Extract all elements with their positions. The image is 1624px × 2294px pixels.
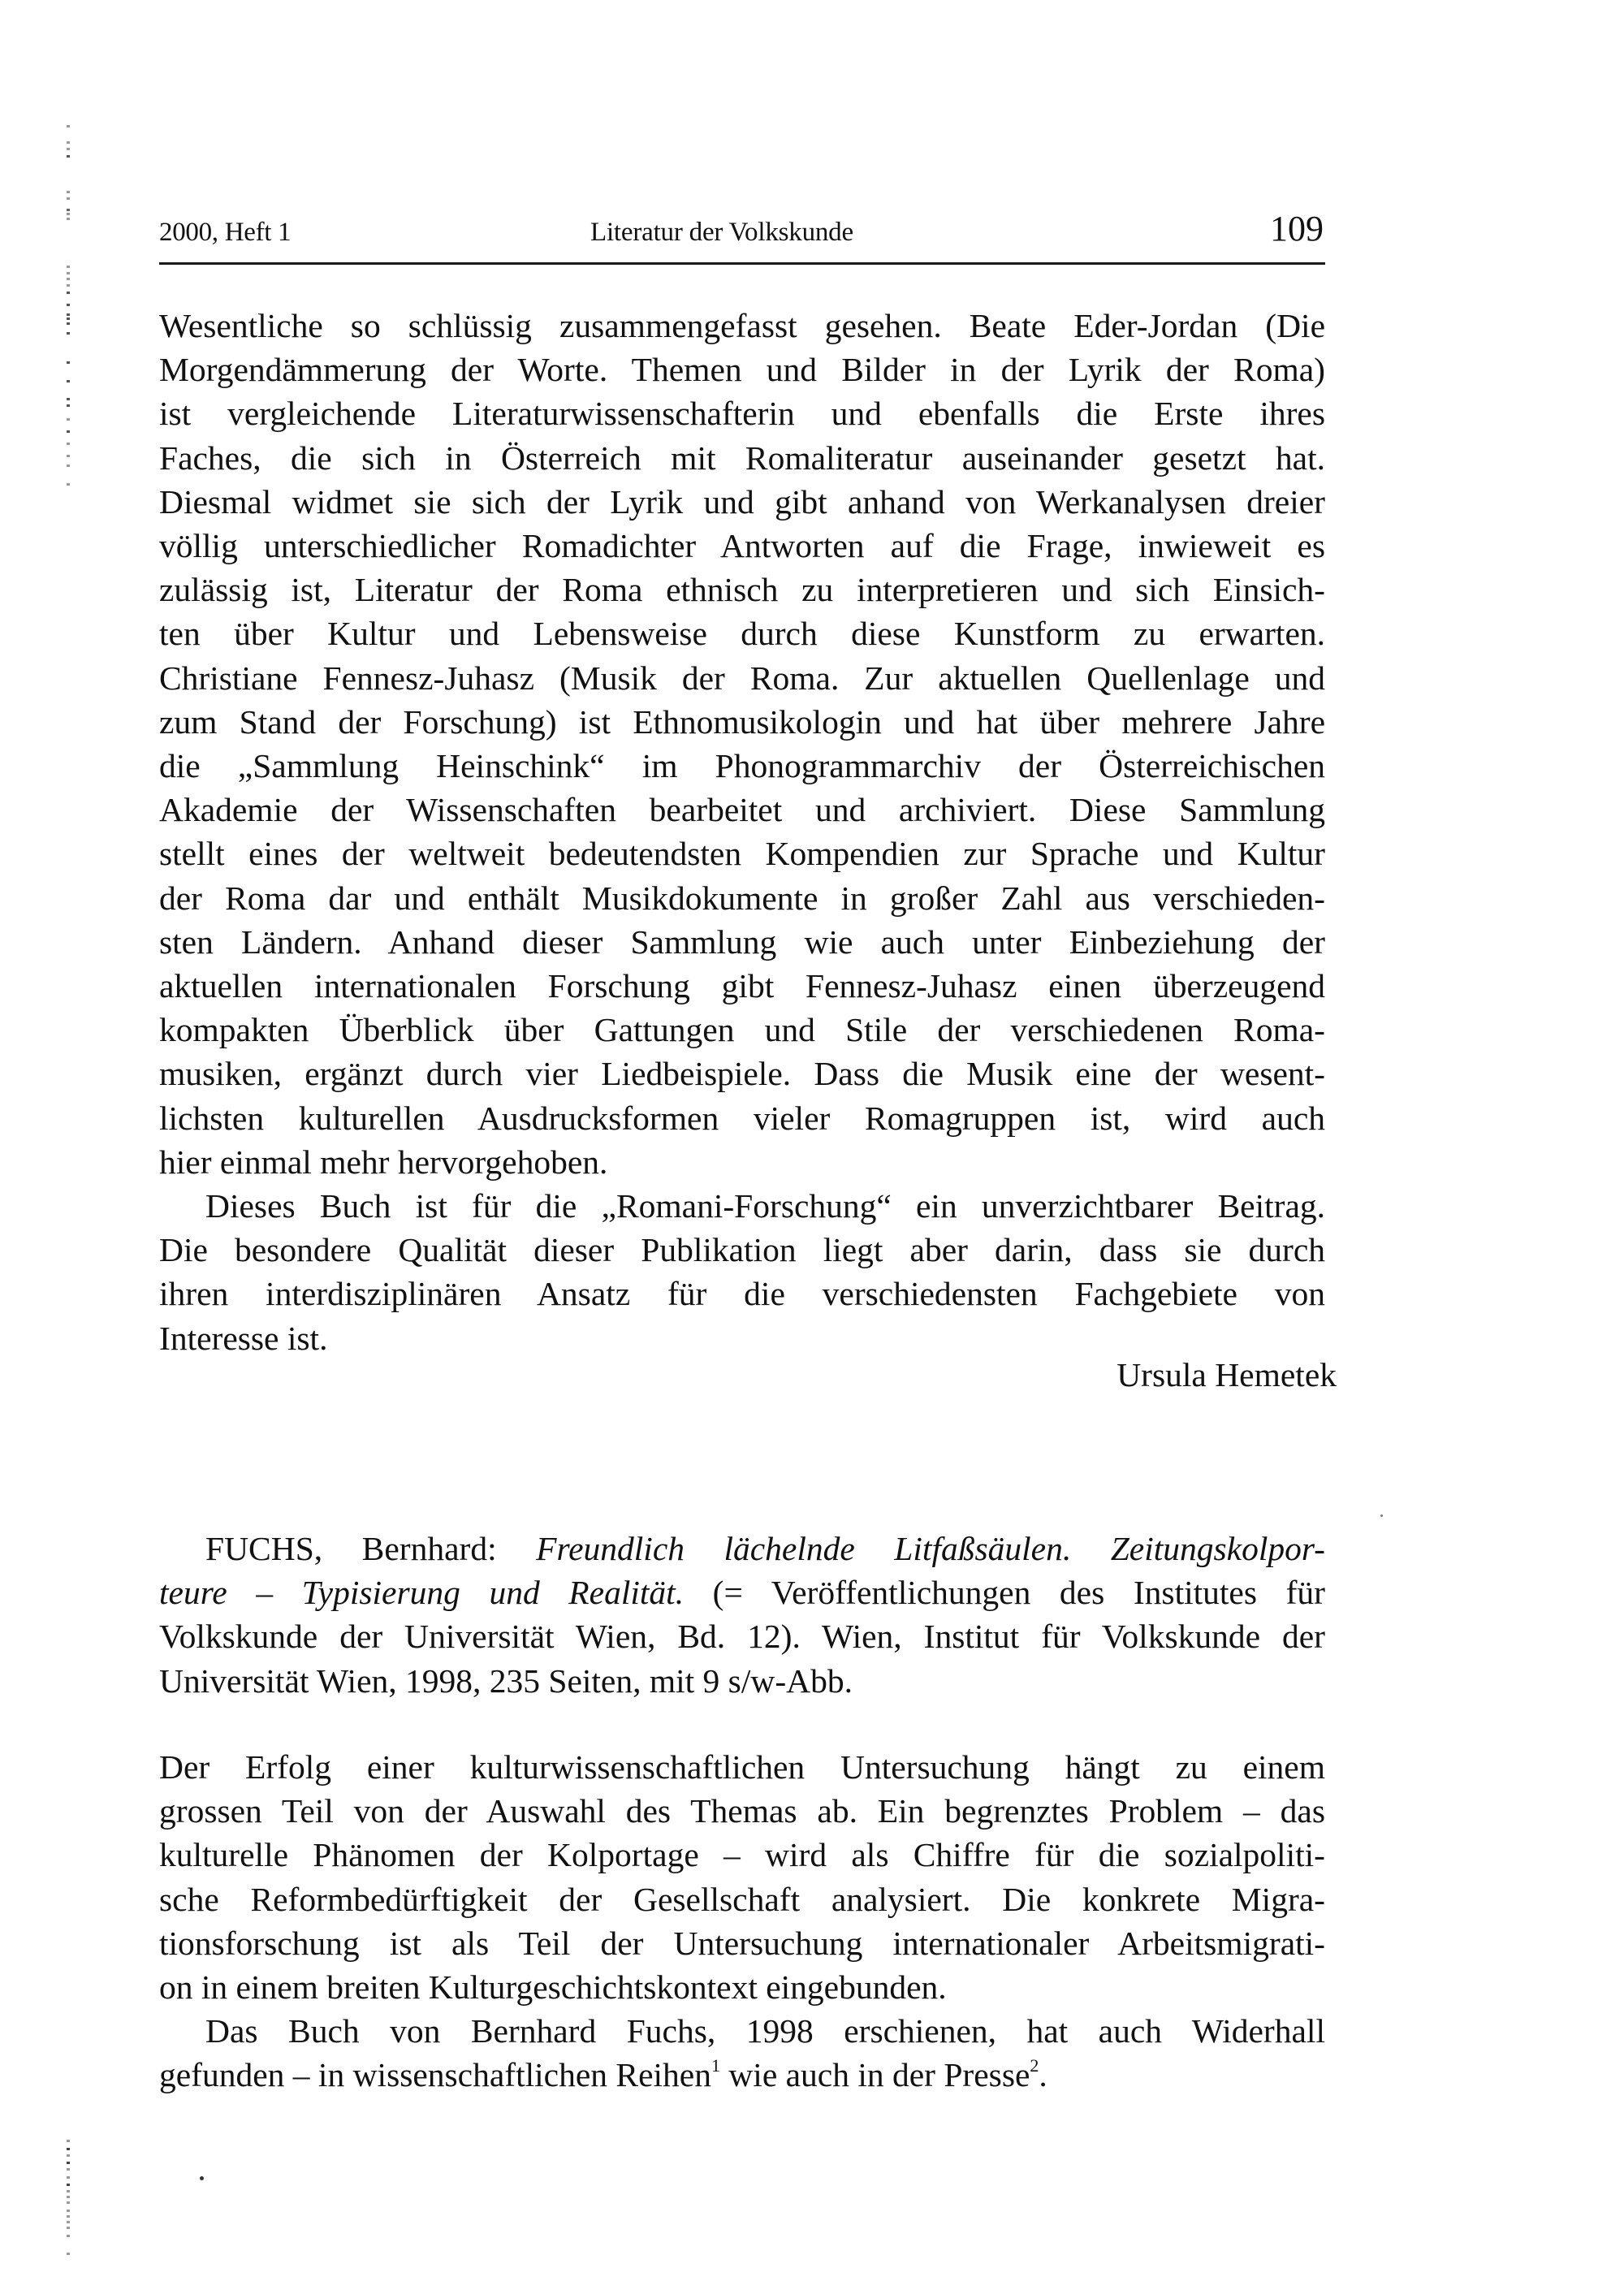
text-line: völlig unterschiedlicher Romadichter Antworten auf die Frage, inwieweit es <box>159 527 1325 565</box>
text-line: kompakten Überblick über Gattungen und Stile der verschiedenen Roma- <box>159 1011 1325 1049</box>
review-1-paragraph-1 <box>159 304 1325 1184</box>
text-line: Diesmal widmet sie sich der Lyrik und gibt anhand von Werkanalysen dreier <box>159 482 1325 521</box>
text-line: musiken, ergänzt durch vier Liedbeispiele. Dass die Musik eine der wesent- <box>159 1055 1325 1093</box>
text-line: Dieses Buch ist für die „Romani-Forschung“ ein unverzichtbarer Beitrag. <box>205 1187 1325 1225</box>
text-line: zum Stand der Forschung) ist Ethnomusikologin und hat über mehrere Jahre <box>159 702 1325 741</box>
citation-title: Freundlich lächelnde Litfaßsäulen. Zeitungskolpor- <box>536 1530 1326 1567</box>
text-line: Faches, die sich in Österreich mit Romaliteratur auseinander gesetzt hat. <box>159 438 1325 477</box>
footnote-ref-1[interactable]: 1 <box>710 2055 720 2076</box>
running-header <box>159 210 1325 248</box>
citation-line <box>159 1527 1325 1570</box>
text-line: Der Erfolg einer kulturwissenschaftlichen Untersuchung hängt zu einem <box>159 1748 1325 1786</box>
text-line: sten Ländern. Anhand dieser Sammlung wie auch unter Einbeziehung der <box>159 922 1325 961</box>
text-line: aktuellen internationalen Forschung gibt Fennesz-Juhasz einen überzeugend <box>159 967 1325 1005</box>
text-line: Christiane Fennesz-Juhasz (Musik der Roma. Zur aktuellen Quellenlage und <box>159 659 1325 697</box>
text-line: sche Reformbedürftigkeit der Gesellschaft analysiert. Die konkrete Migra- <box>159 1880 1325 1918</box>
citation-line: Volkskunde der Universität Wien, Bd. 12). Wien, Institut für Volkskunde der <box>159 1618 1325 1656</box>
review-2-body <box>159 1745 1325 2097</box>
text-line: Die besondere Qualität dieser Publikation liegt aber darin, dass sie durch <box>159 1231 1325 1269</box>
text-line: Interesse ist. <box>159 1319 328 1357</box>
text-line: Akademie der Wissenschaften bearbeitet und archiviert. Diese Sammlung <box>159 791 1325 829</box>
text-line: zulässig ist, Literatur der Roma ethnisch zu interpretieren und sich Einsich- <box>159 571 1325 609</box>
scan-speck <box>200 2176 204 2180</box>
citation-line: Universität Wien, 1998, 235 Seiten, mit 9 s/w-Abb. <box>159 1661 853 1700</box>
citation-subtitle: teure – Typisierung und Realität. <box>159 1574 685 1612</box>
text-line: die „Sammlung Heinschink“ im Phonogrammarchiv der Österreichischen <box>159 747 1325 785</box>
text-line: ihren interdisziplinären Ansatz für die verschiedensten Fachgebiete von <box>159 1275 1325 1313</box>
text-line: Das Buch von Bernhard Fuchs, 1998 erschienen, hat auch Widerhall <box>205 2012 1325 2050</box>
review-1-body <box>159 304 1325 1360</box>
review-2-citation <box>159 1527 1325 1703</box>
issue-label: 2000, Heft 1 <box>159 218 292 247</box>
text-line: hier einmal mehr hervorgehoben. <box>159 1143 608 1181</box>
text-line: lichsten kulturellen Ausdrucksformen vieler Romagruppen ist, wird auch <box>159 1099 1325 1137</box>
text-line: der Roma dar und enthält Musikdokumente in großer Zahl aus verschieden- <box>159 879 1325 917</box>
citation-series: (= Veröffentlichungen des Institutes für <box>712 1574 1325 1612</box>
text-line: ist vergleichende Literaturwissenschafterin und ebenfalls die Erste ihres <box>159 395 1325 433</box>
review-2-paragraph-2 <box>159 2009 1325 2097</box>
header-rule <box>159 262 1325 265</box>
text-line: tionsforschung ist als Teil der Untersuchung internationaler Arbeitsmigrati- <box>159 1924 1325 1962</box>
text-line: Morgendämmerung der Worte. Themen und Bilder in der Lyrik der Roma) <box>159 351 1325 389</box>
text-fragment: . <box>1039 2056 1047 2094</box>
scan-speck <box>1380 1514 1383 1517</box>
text-line: kulturelle Phänomen der Kolportage – wird als Chiffre für die sozialpoliti- <box>159 1836 1325 1874</box>
footnote-ref-2[interactable]: 2 <box>1030 2055 1039 2076</box>
text-line: Wesentliche so schlüssig zusammengefasst gesehen. Beate Eder-Jordan (Die <box>159 307 1325 344</box>
citation-author: FUCHS, Bernhard: <box>205 1530 497 1567</box>
reviewer-signature: Ursula Hemetek <box>1116 1356 1337 1393</box>
text-fragment: gefunden – in wissenschaftlichen Reihen <box>159 2056 711 2094</box>
review-1-paragraph-2 <box>159 1184 1325 1360</box>
text-line <box>159 2053 1325 2097</box>
section-title: Literatur der Volkskunde <box>590 218 853 247</box>
page-number: 109 <box>1270 209 1324 248</box>
citation-line <box>159 1570 1325 1614</box>
text-line: ten über Kultur und Lebensweise durch diese Kunstform zu erwarten. <box>159 615 1325 653</box>
text-fragment: wie auch in der Presse <box>719 2056 1030 2094</box>
text-line: on in einem breiten Kulturgeschichtskontext eingebunden. <box>159 1968 947 2007</box>
review-2-paragraph-1 <box>159 1745 1325 2009</box>
text-line: stellt eines der weltweit bedeutendsten Kompendien zur Sprache und Kultur <box>159 835 1325 873</box>
text-line: grossen Teil von der Auswahl des Themas ab. Ein begrenztes Problem – das <box>159 1792 1325 1830</box>
scan-margin-artifacts <box>67 122 71 2152</box>
